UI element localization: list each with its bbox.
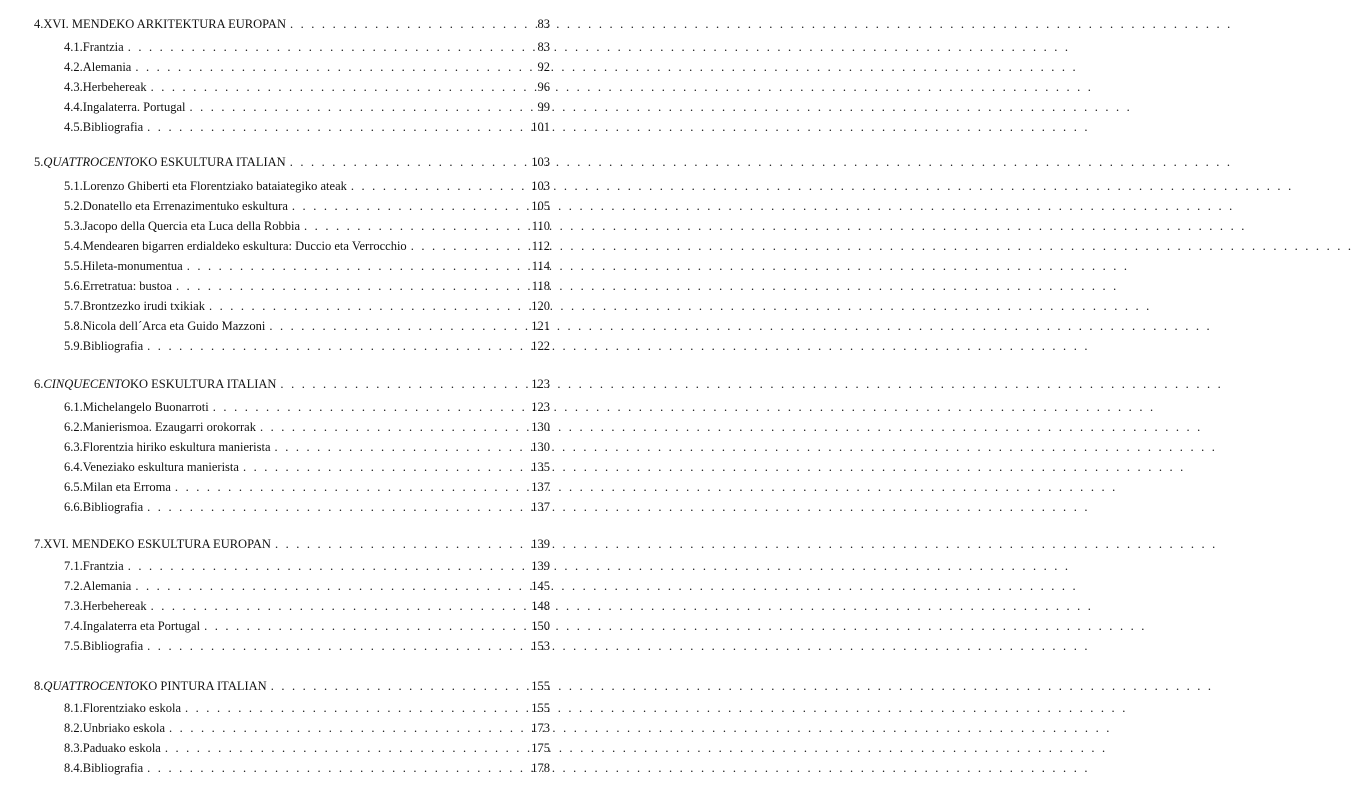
page-number: 175 <box>531 741 550 755</box>
dot-leader <box>151 77 524 97</box>
table-of-contents <box>0 0 600 796</box>
dot-leader <box>147 497 524 517</box>
entry-number: 5.4. <box>64 239 83 253</box>
entry-number: 6.2. <box>64 420 83 434</box>
toc-entry <box>64 97 550 117</box>
dot-leader <box>185 698 524 718</box>
page-number: 103 <box>531 179 550 193</box>
toc-entry <box>64 176 550 196</box>
entry-title: Paduako eskola <box>82 741 161 755</box>
entry-number: 6.6. <box>64 500 83 514</box>
entry-title: Donatello eta Errenazimentuko eskultura <box>82 199 288 213</box>
toc-entry <box>64 477 550 497</box>
page-number: 105 <box>531 199 550 213</box>
entry-title: Unbriako eskola <box>82 721 166 735</box>
entry-title: Ingalaterra eta Portugal <box>82 619 201 633</box>
entry-title: Florentziako eskola <box>82 701 181 715</box>
page-number: 114 <box>531 259 550 273</box>
toc-entry <box>64 437 550 457</box>
dot-leader <box>176 276 524 296</box>
chapter-number: 4. <box>34 17 44 31</box>
page-number: 137 <box>531 500 550 514</box>
toc-entry <box>64 616 550 636</box>
entry-number: 8.4. <box>64 761 83 775</box>
entry-title: Nicola dell´Arca eta Guido Mazzoni <box>82 319 266 333</box>
page-number: 112 <box>531 239 550 253</box>
dot-leader <box>269 316 524 336</box>
dot-leader <box>290 14 524 34</box>
toc-entry <box>64 457 550 477</box>
chapter-title: XVI. MENDEKO ARKITEKTURA EUROPAN <box>43 17 286 31</box>
dot-leader <box>411 236 524 256</box>
dot-leader <box>165 738 524 758</box>
dot-leader <box>189 97 524 117</box>
entry-number: 4.5. <box>64 120 83 134</box>
entry-number: 7.5. <box>64 639 83 653</box>
entry-number: 6.4. <box>64 460 83 474</box>
dot-leader <box>151 596 524 616</box>
entry-number: 5.8. <box>64 319 83 333</box>
page-number: 153 <box>531 639 550 653</box>
toc-entry <box>64 37 550 57</box>
chapter-number: 8. <box>34 679 44 693</box>
entry-number: 7.1. <box>64 559 83 573</box>
page-number: 121 <box>531 319 550 333</box>
entry-title: Erretratua: bustoa <box>82 279 172 293</box>
entry-title: Veneziako eskultura manierista <box>82 460 239 474</box>
dot-leader <box>128 556 524 576</box>
entry-number: 8.3. <box>64 741 83 755</box>
entry-number: 4.2. <box>64 60 83 74</box>
entry-number: 5.6. <box>64 279 83 293</box>
page-number: 123 <box>531 400 550 414</box>
dot-leader <box>209 296 524 316</box>
chapter-number: 5. <box>34 155 44 169</box>
dot-leader <box>147 336 524 356</box>
entry-title: Frantzia <box>82 559 124 573</box>
page-number: 122 <box>531 339 550 353</box>
toc-entry <box>64 417 550 437</box>
chapter-title: QUATTROCENTOKO ESKULTURA ITALIAN <box>43 155 286 169</box>
entry-title: Herbehereak <box>82 80 147 94</box>
chapter-heading <box>34 676 550 696</box>
page-number: 145 <box>531 579 550 593</box>
dot-leader <box>351 176 524 196</box>
toc-entry <box>64 316 550 336</box>
entry-title: Manierismoa. Ezaugarri orokorrak <box>82 420 256 434</box>
dot-leader <box>304 216 524 236</box>
toc-entry <box>64 738 550 758</box>
toc-entry <box>64 576 550 596</box>
entry-title: Bibliografia <box>82 500 144 514</box>
chapter-title: XVI. MENDEKO ESKULTURA EUROPAN <box>43 537 271 551</box>
page-number: 130 <box>531 440 550 454</box>
toc-entry <box>64 698 550 718</box>
entry-title: Bibliografia <box>82 120 144 134</box>
page-number: 92 <box>537 60 550 74</box>
entry-title: Ingalaterra. Portugal <box>82 100 186 114</box>
entry-title: Milan eta Erroma <box>82 480 171 494</box>
page-number: 173 <box>531 721 550 735</box>
entry-title: Lorenzo Ghiberti eta Florentziako bataiategiko ateak <box>82 179 347 193</box>
chapter-heading <box>34 374 550 394</box>
dot-leader <box>175 477 524 497</box>
toc-entry <box>64 336 550 356</box>
page-number: 83 <box>537 40 550 54</box>
chapter-heading <box>34 534 550 554</box>
page-number: 110 <box>531 219 550 233</box>
page-number: 155 <box>531 679 550 693</box>
chapter-heading <box>34 152 550 172</box>
chapter-title: CINQUECENTOKO ESKULTURA ITALIAN <box>43 377 277 391</box>
entry-number: 7.2. <box>64 579 83 593</box>
entry-title: Frantzia <box>82 40 124 54</box>
entry-title: Bibliografia <box>82 761 144 775</box>
entry-title: Florentzia hiriko eskultura manierista <box>82 440 271 454</box>
page-number: 83 <box>537 17 550 31</box>
entry-title: Jacopo della Quercia eta Luca della Robbia <box>82 219 301 233</box>
page-number: 123 <box>531 377 550 391</box>
page-number: 137 <box>531 480 550 494</box>
toc-entry <box>64 758 550 778</box>
entry-number: 6.3. <box>64 440 83 454</box>
entry-number: 6.5. <box>64 480 83 494</box>
entry-title: Brontzezko irudi txikiak <box>82 299 205 313</box>
entry-number: 5.2. <box>64 199 83 213</box>
dot-leader <box>147 636 524 656</box>
page-number: 96 <box>537 80 550 94</box>
dot-leader <box>290 152 524 172</box>
toc-entry <box>64 397 550 417</box>
toc-entry <box>64 296 550 316</box>
entry-title: Alemania <box>82 60 132 74</box>
dot-leader <box>204 616 524 636</box>
entry-title: Bibliografia <box>82 339 144 353</box>
entry-number: 6.1. <box>64 400 83 414</box>
dot-leader <box>169 718 524 738</box>
chapter-title: QUATTROCENTOKO PINTURA ITALIAN <box>43 679 267 693</box>
entry-number: 4.3. <box>64 80 83 94</box>
page-number: 148 <box>531 599 550 613</box>
dot-leader <box>128 37 524 57</box>
dot-leader <box>275 437 524 457</box>
dot-leader <box>280 374 524 394</box>
entry-number: 7.3. <box>64 599 83 613</box>
toc-entry <box>64 497 550 517</box>
page-number: 101 <box>531 120 550 134</box>
entry-title: Alemania <box>82 579 132 593</box>
toc-entry <box>64 117 550 137</box>
dot-leader <box>292 196 524 216</box>
page-number: 139 <box>531 559 550 573</box>
dot-leader <box>271 676 524 696</box>
chapter-number: 7. <box>34 537 44 551</box>
dot-leader <box>275 534 524 554</box>
toc-entry <box>64 596 550 616</box>
toc-entry <box>64 236 550 256</box>
page-number: 130 <box>531 420 550 434</box>
toc-entry <box>64 556 550 576</box>
toc-entry <box>64 636 550 656</box>
dot-leader <box>147 117 524 137</box>
entry-number: 7.4. <box>64 619 83 633</box>
chapter-number: 6. <box>34 377 44 391</box>
entry-number: 5.1. <box>64 179 83 193</box>
page-number: 99 <box>537 100 550 114</box>
chapter-heading <box>34 14 550 34</box>
entry-title: Bibliografia <box>82 639 144 653</box>
entry-title: Michelangelo Buonarroti <box>82 400 209 414</box>
entry-number: 5.7. <box>64 299 83 313</box>
toc-entry <box>64 276 550 296</box>
entry-number: 5.5. <box>64 259 83 273</box>
page-number: 150 <box>531 619 550 633</box>
entry-number: 4.4. <box>64 100 83 114</box>
entry-title: Herbehereak <box>82 599 147 613</box>
toc-entry <box>64 77 550 97</box>
page-number: 178 <box>531 761 550 775</box>
entry-title: Mendearen bigarren erdialdeko eskultura: Duccio eta Verrocchio <box>82 239 407 253</box>
dot-leader <box>260 417 524 437</box>
toc-entry <box>64 718 550 738</box>
dot-leader <box>147 758 524 778</box>
page-number: 120 <box>531 299 550 313</box>
page-number: 118 <box>531 279 550 293</box>
page-number: 103 <box>531 155 550 169</box>
page-number: 139 <box>531 537 550 551</box>
dot-leader <box>187 256 524 276</box>
page-number: 135 <box>531 460 550 474</box>
toc-entry <box>64 196 550 216</box>
entry-title: Hileta-monumentua <box>82 259 183 273</box>
entry-number: 5.9. <box>64 339 83 353</box>
dot-leader <box>213 397 524 417</box>
entry-number: 4.1. <box>64 40 83 54</box>
entry-number: 8.2. <box>64 721 83 735</box>
dot-leader <box>135 57 524 77</box>
entry-number: 5.3. <box>64 219 83 233</box>
toc-entry <box>64 256 550 276</box>
toc-entry <box>64 57 550 77</box>
dot-leader <box>243 457 524 477</box>
toc-entry <box>64 216 550 236</box>
dot-leader <box>135 576 524 596</box>
entry-number: 8.1. <box>64 701 83 715</box>
page-number: 155 <box>531 701 550 715</box>
